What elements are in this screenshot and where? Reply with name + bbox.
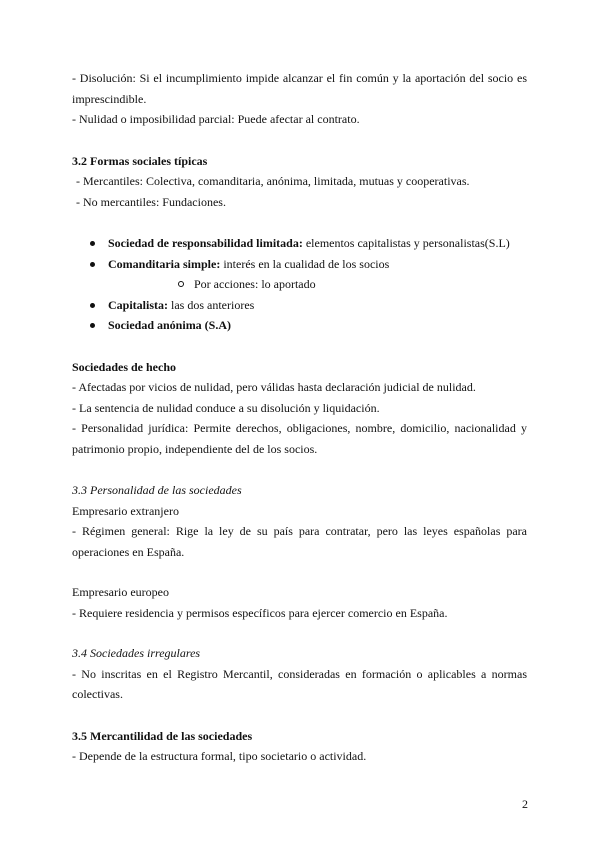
subtitle-empresario-extranjero: Empresario extranjero: [72, 503, 179, 518]
page-number: 2: [522, 797, 528, 811]
paragraph-europeo: - Requiere residencia y permisos específicos para ejercer comercio en España.: [72, 605, 448, 620]
subtitle-empresario-europeo: Empresario europeo: [72, 585, 169, 599]
sub-list-item: Por acciones: lo aportado: [108, 274, 527, 295]
sub-bullet-list: [108, 274, 527, 295]
bullet-list-formas: [72, 233, 527, 336]
list-item: Sociedad de responsabilidad limitada: elementos capitalistas y personalistas(S.L): [72, 233, 527, 254]
paragraph-irregulares: - No inscritas en el Registro Mercantil, consideradas en formación o aplicables a normas colectivas.: [72, 666, 527, 701]
paragraph-nulidad: - Nulidad o imposibilidad parcial: Puede afectar al contrato.: [72, 112, 360, 126]
paragraph-hecho-1: - Afectadas por vicios de nulidad, pero válidas hasta declaración judicial de nulidad.: [72, 380, 476, 394]
paragraph-hecho-3: - Personalidad jurídica: Permite derechos, obligaciones, nombre, domicilio, nacionalidad y patrimonio propio, independiente del de los socios.: [72, 421, 527, 456]
list-item: Capitalista: las dos anteriores: [72, 295, 527, 316]
paragraph-extranjero: - Régimen general: Rige la ley de su país para contratar, pero las leyes españolas para operaciones en España.: [72, 524, 527, 559]
heading-mercantilidad: 3.5 Mercantilidad de las sociedades: [72, 728, 253, 743]
paragraph-mercantilidad: - Depende de la estructura formal, tipo societario o actividad.: [72, 749, 367, 763]
paragraph-no-mercantiles: - No mercantiles: Fundaciones.: [76, 194, 226, 209]
heading-personalidad: 3.3 Personalidad de las sociedades: [72, 483, 242, 497]
heading-sociedades-de-hecho: Sociedades de hecho: [72, 359, 177, 374]
paragraph-mercantiles: - Mercantiles: Colectiva, comanditaria, anónima, limitada, mutuas y cooperativas.: [76, 174, 470, 188]
paragraph-disolucion: - Disolución: Si el incumplimiento impide alcanzar el fin común y la aportación del socio es imprescindible.: [72, 71, 527, 106]
document-page: [72, 68, 527, 767]
list-item: Comanditaria simple: interés en la cualidad de los socios Por acciones: lo aportado: [72, 254, 527, 295]
list-item: Sociedad anónima (S.A): [72, 315, 527, 336]
paragraph-hecho-2: - La sentencia de nulidad conduce a su disolución y liquidación.: [72, 400, 380, 415]
heading-sociedades-irregulares: 3.4 Sociedades irregulares: [72, 646, 201, 660]
heading-formas-sociales: 3.2 Formas sociales típicas: [72, 153, 208, 168]
